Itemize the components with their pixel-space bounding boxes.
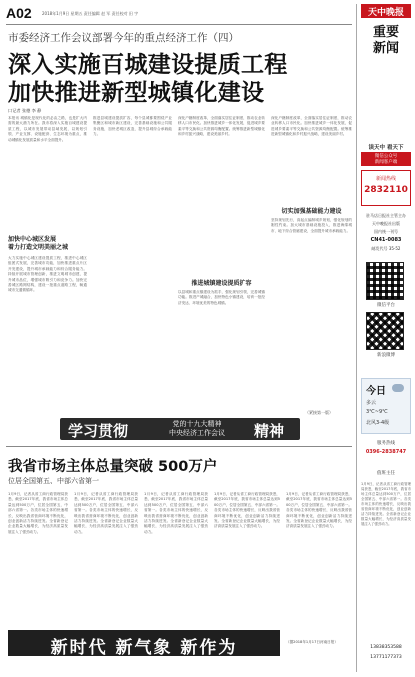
- sidebar-tag-2: 新闻客户端: [374, 160, 398, 165]
- header-rule: [6, 24, 352, 25]
- ad-phone-1: 13838353588: [370, 645, 402, 650]
- weather-title: 今日: [366, 386, 386, 397]
- lead-body-1: 大力实施中心城区建设提质工程，推进中心城区组团式发展，完善城市功能，加快推进重点片区开发建设，提升城市承载能力和综合服务能力。持续开展城市管理创新，推进文明城市创建，提升城市品位，增强城市吸引力和竞争力。加快完善城区路网结构，建设一批重点道路工程，畅通城市交通微循环。: [8, 256, 87, 293]
- hotline-number: 0396-2838747: [365, 449, 407, 455]
- publisher-line-3: 国内统一刊号: [374, 229, 398, 234]
- lead-side-text: 坚持规划先行，高起点编制城乡规划，强化规划的刚性约束。加大城市基础设施投入，推进海绵城市、地下综合管廊建设，全面提升城市承载能力。: [271, 218, 352, 233]
- weather-icon: [392, 384, 404, 392]
- section-divider: [6, 446, 352, 447]
- second-body-col5: 1月9日，记者从省工商行政管理局获悉，截至2017年底，我省市场主体总量达到500万户，位居全国第五、中部六省第一。各类市场主体的快速增长，反映出我省营商环境不断优化，创业创新活力持续迸发。全省新登记企业数量大幅增长，为经济高质量发展注入了强劲动力。: [286, 492, 352, 529]
- news-tip-box: [361, 170, 411, 206]
- news-tip-number: 2832110: [364, 185, 408, 195]
- lead-subhead-side: 切实加强基础能力建设: [281, 208, 342, 215]
- lead-kicker: 市委经济工作会议部署今年的重点经济工作（四）: [8, 32, 239, 44]
- qr-code-2: [366, 312, 404, 350]
- qr-label-2: 新浪微博: [377, 353, 395, 358]
- second-body-col3: 1月9日，记者从省工商行政管理局获悉，截至2017年底，我省市场主体总量达到500万户，位居全国第五、中部六省第一。各类市场主体的快速增长，反映出我省营商环境不断优化，创业创新活力持续迸发。全省新登记企业数量大幅增长，为经济高质量发展注入了强劲动力。: [144, 492, 208, 534]
- masthead-brand: 天中晚报: [367, 8, 404, 18]
- lead-body-3: 深化户籍制度改革，全面落实居住证制度，推动农业转移人口市民化。加快推进城乡一体化发展，促进城乡要素平等交换和公共资源均衡配置。统筹推进新型城镇化和乡村振兴战略，建设美丽乡村。: [178, 116, 265, 137]
- banner-new-era: [8, 630, 280, 656]
- hotline-label: 服务热线: [377, 441, 395, 446]
- second-note: （据2018年1月17日河南日报）: [286, 640, 338, 644]
- lead-continued-note: （紧接第一版）: [305, 410, 333, 415]
- news-tip-label: 新闻热线: [375, 176, 396, 182]
- second-headline: 我省市场主体总量突破 500万户: [8, 459, 218, 475]
- ad-phone-2: 13771177373: [370, 655, 402, 660]
- banner-study-right: 精神: [254, 422, 285, 440]
- publisher-info: [361, 212, 411, 253]
- lead-subhead-1: 加快中心城区发展 着力打造文明美丽之城: [8, 236, 69, 251]
- lead-byline: 口记者 张德 李 静: [8, 108, 42, 113]
- second-body-col4: 1月9日，记者从省工商行政管理局获悉，截至2017年底，我省市场主体总量达到500万户，位居全国第五、中部六省第一。各类市场主体的快速增长，反映出我省营商环境不断优化，创业创新活力持续迸发。全省新登记企业数量大幅增长，为经济高质量发展注入了强劲动力。: [214, 492, 280, 529]
- second-body-col2: 1月9日，记者从省工商行政管理局获悉，截至2017年底，我省市场主体总量达到500万户，位居全国第五、中部六省第一。各类市场主体的快速增长，反映出我省营商环境不断优化，创业创新活力持续迸发。全省新登记企业数量大幅增长，为经济高质量发展注入了强劲动力。: [74, 492, 138, 534]
- publisher-line-2: 天中晚报社出版: [372, 221, 400, 226]
- qr-label-1: 微信平台: [377, 303, 395, 308]
- sidebar-divider: [356, 4, 357, 672]
- weather-box: [361, 378, 411, 434]
- lead-intro-text: 本报讯 城镇化是现代化的必由之路，也是扩大内需的最大潜力所在。我市将深入实施百城建设提质工程，以城市发展带动县域发展，以规划引领、产业支撑、设施配套、生态环境为重点，推动城镇化发展质量和水平全面提升。: [8, 116, 87, 142]
- banner-study-left: 学习贯彻: [68, 422, 129, 440]
- lead-body-2: 推进县城建设提质扩容，每个县城都要围绕产业集聚区和城市新区建设，完善基础设施和公共服务设施，加快老城区改造，提升县城综合承载能力。: [93, 116, 172, 137]
- publisher-line-1: 驻马店日报社主管主办: [366, 213, 406, 218]
- banner-study: [60, 418, 300, 440]
- lead-side-top-text: 深化户籍制度改革，全面落实居住证制度，推动农业转移人口市民化。加快推进城乡一体化发展，促进城乡要素平等交换和公共资源均衡配置。统筹推进新型城镇化和乡村振兴战略，建设美丽乡村。: [271, 116, 352, 137]
- weather-condition: 多云: [366, 400, 377, 406]
- sidebar-tag-1: 微信公众号: [374, 154, 398, 159]
- sidebar-tags: [361, 152, 411, 166]
- lead-subhead-right: 推进城镇建设提质扩容: [191, 280, 252, 287]
- section-name: 重要 新闻: [372, 25, 399, 56]
- header-date-line: 2018年1月9日 星期五 责任编辑 赵 军 责任校对 田 宇: [42, 11, 139, 16]
- banner-study-middle: 党的十九大精神 中央经济工作会议: [169, 420, 225, 437]
- publisher-line-4: CN41-0083: [370, 237, 402, 243]
- masthead-box: [361, 4, 411, 18]
- sidebar-misc-text: 1月9日，记者从省工商行政管理局获悉，截至2017年底，我省市场主体总量达到500万户，位居全国第五、中部六省第一。各类市场主体的快速增长，反映出我省营商环境不断优化，创业创新活力持续迸发。全省新登记企业数量大幅增长，为经济高质量发展注入了强劲动力。: [361, 482, 411, 526]
- editor-line: 值班主任: [377, 471, 395, 476]
- weather-wind: 北风3-4级: [366, 420, 390, 426]
- sidebar-top-text: 读天中 看天下: [368, 145, 404, 151]
- second-body-col1: 1月9日，记者从省工商行政管理局获悉，截至2017年底，我省市场主体总量达到500万户，位居全国第五、中部六省第一。各类市场主体的快速增长，反映出我省营商环境不断优化，创业创新活力持续迸发。全省新登记企业数量大幅增长，为经济高质量发展注入了强劲动力。: [8, 492, 68, 534]
- qr-code-1: [366, 262, 404, 300]
- weather-temperature: 3℃~9℃: [366, 409, 388, 415]
- second-deck: 位居全国第五、中部六省第一: [8, 477, 99, 485]
- lead-headline-line2: 加快推进新型城镇化建设: [8, 80, 265, 106]
- lead-headline-line1: 深入实施百城建设提质工程: [8, 52, 288, 78]
- banner-new-era-text: 新时代 新气象 新作为: [50, 638, 238, 658]
- lead-body-right: 以县城和重点镇建设为抓手，强化规划引领，完善城镇功能。推进产城融合，加快特色小镇建设，培育一批经济发达、环境优美的特色城镇。: [178, 290, 265, 305]
- page-code: A02: [6, 5, 32, 21]
- publisher-line-5: 邮发代号 35-52: [371, 246, 401, 251]
